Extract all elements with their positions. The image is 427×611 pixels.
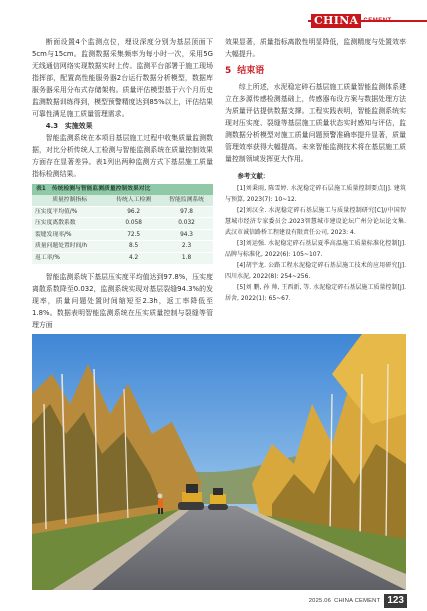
issue-label: 2025.06 [308, 598, 332, 604]
table-number: 表1 [36, 186, 46, 192]
table-header-row [32, 195, 213, 206]
table-header-cell: 智能监测系统 [160, 195, 213, 206]
table-cell: 1.8 [160, 252, 213, 264]
table-cell: 4.2 [107, 252, 160, 264]
table-cell: 0.058 [107, 218, 160, 230]
references-heading: 参考文献： [237, 173, 270, 180]
reference-item: [2]刘汉全. 水泥稳定碎石基层施工与质量控制研究[C]//中国智慧城市经济专家委员会.2023智慧城市建设论坛广州分论坛论文集.武汉市诚信路桥工程建设有限责任公司, 2023: 4. [225, 207, 406, 236]
reference-item: [5]刘 鹏, 孙 帅, 王西新, 等. 水泥稳定碎石基层施工质量控制[J]. 居舍, 2022(1): 65~67. [225, 284, 406, 302]
table-cell: 返工率/% [32, 252, 107, 264]
journal-label: CHINA CEMENT [334, 598, 381, 604]
logo-cement: CEMENT [363, 18, 392, 24]
table-header-cell: 质量控制指标 [32, 195, 107, 206]
subsection-heading: 4.3 实施效果 [45, 122, 93, 130]
table-cell: 8.5 [107, 241, 160, 253]
road-construction-photo [32, 334, 406, 590]
table-cell: 压实度平均值/% [32, 206, 107, 218]
section-heading [225, 64, 406, 78]
reference-list [225, 171, 406, 304]
table-cell: 96.2 [107, 206, 160, 218]
table-cell: 0.032 [160, 218, 213, 230]
page-header [0, 14, 427, 28]
right-column [225, 36, 406, 304]
logo-china: CHINA [311, 14, 361, 28]
reference-item: [1]刘秉雨, 陈雪婷. 水泥稳定碎石层施工质量控制要点[J]. 建筑与预算, 2023(7): 10~12. [225, 185, 406, 203]
table-header-cell: 传统人工检测 [107, 195, 160, 206]
journal-logo [311, 14, 392, 28]
reference-item: [3]刘运强. 水泥稳定碎石基层夏季高温施工质量标准化控制[J]. 品牌与标准化, 2022(6): 105~107. [225, 240, 406, 258]
table-cell: 94.3 [160, 229, 213, 241]
table-row [32, 252, 213, 264]
table-row [32, 229, 213, 241]
section-number: 5 [225, 66, 232, 76]
left-paragraph-3: 智能监测系统下基层压实度平均值达到97.8%，压实度离散系数降至0.032，监测系统实现对基层裂缝94.3%的发现率，质量问题处置时间缩短至2.3h，返工率降低至1.8%。数据表明智能监测系统在压实质量控制与裂缝等管理方面 [32, 272, 213, 329]
table-row [32, 241, 213, 253]
table-row [32, 218, 213, 230]
table-cell: 压实度离散系数 [32, 218, 107, 230]
table-row [32, 206, 213, 218]
page-footer [309, 594, 407, 608]
comparison-table [32, 184, 213, 265]
left-paragraph-1: 断面设置4个监测点位，埋设深度分别为基层顶面下5cm与15cm。监测数据采集频率为每小时一次，采用5G无线通信网络实现数据实时上传。监测平台部署于施工现场指挥部，配置高性能服务器2台运行数据分析模型，数据库服务器采用分布式存储架构。质量评估模型基于六个月历史监测数据训练得到，模型预警精度达到85%以上，评估结果可靠性满足施工质量管理需求。 [32, 38, 213, 118]
page-number: 123 [384, 594, 407, 608]
table-cell: 2.3 [160, 241, 213, 253]
section-title: 结束语 [237, 66, 265, 76]
right-paragraph-2: 综上所述，水泥稳定碎石基层施工质量智能监测体系建立在多源传感检测基础上，传感器布设方案与数据处理方法为质量评估提供数据支撑。工程实践表明，智能监测系统实现对压实度、裂缝等基层施工质量状态实时感知与评估，监测数据分析模型对施工质量问题预警准确率提升显著，质量管理效率获得大幅提高。未来智能监测技术将在基层施工质量控制领域发挥更大作用。 [225, 83, 406, 163]
table-title: 传统检测与智能监测质量控制效果对比 [51, 186, 151, 192]
data-table [32, 195, 213, 265]
table-cell: 裂缝发现率/% [32, 229, 107, 241]
left-paragraph-2: 智能监测系统在本项目基层施工过程中收集质量监测数据，对比分析传统人工检测与智能监测系统在质量控制效果方面存在显著差异。表1列出两种监测方式下基层施工质量指标检测结果。 [32, 134, 213, 178]
table-cell: 97.8 [160, 206, 213, 218]
table-cell: 72.5 [107, 229, 160, 241]
table-caption [32, 184, 213, 195]
right-paragraph-1: 效果显著，质量指标离散性明显降低，监测精度与处置效率大幅提升。 [225, 38, 406, 58]
reference-item: [4]胡宇龙. 公路工程水泥稳定碎石基层施工技术的应用研究[J]. 四川水泥, 2022(8): 254~256. [225, 262, 406, 280]
left-column [32, 36, 213, 331]
photo-illustration [32, 334, 406, 590]
table-cell: 质量问题处置时间/h [32, 241, 107, 253]
